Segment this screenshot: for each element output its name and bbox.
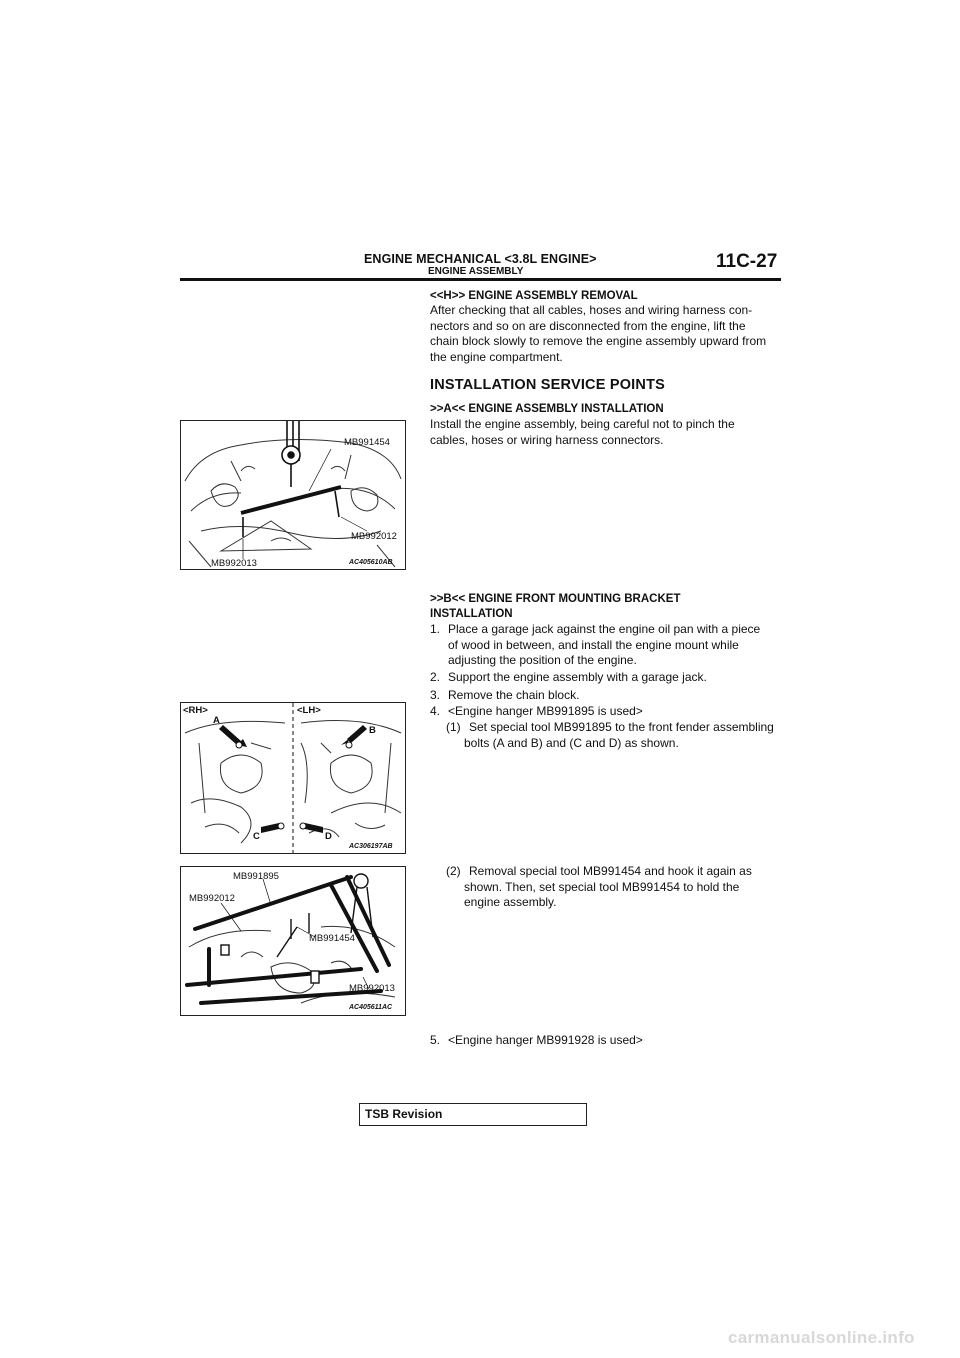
- removal-line: After checking that all cables, hoses and wiring harness con-: [430, 303, 753, 317]
- step-number: 4.: [430, 704, 441, 718]
- step-3: [430, 688, 790, 704]
- substep-1: [446, 720, 786, 751]
- step-number: 2.: [430, 670, 441, 684]
- step-2: [430, 670, 790, 686]
- step-1: [430, 622, 790, 669]
- installation-service-points-heading: INSTALLATION SERVICE POINTS: [430, 377, 665, 393]
- step-line: Place a garage jack against the engine oil pan with a piece: [448, 622, 761, 636]
- figure3-label-mb992012: MB992012: [189, 893, 235, 904]
- figure2-rh-label: <RH>: [183, 705, 208, 716]
- figure1-label-mb991454: MB991454: [344, 437, 390, 448]
- figure-fender-bolts: [180, 702, 406, 854]
- figure-engine-hoist: [180, 420, 406, 570]
- install-a-line: Install the engine assembly, being careful not to pinch the: [430, 417, 735, 431]
- step-number: 1.: [430, 622, 441, 636]
- page-number: 11C-27: [716, 251, 778, 272]
- figure1-label-mb992012: MB992012: [351, 531, 397, 542]
- removal-line: chain block slowly to remove the engine assembly upward from: [430, 334, 767, 349]
- substep-number: (2): [446, 864, 461, 878]
- install-a-line: cables, hoses or wiring harness connectors.: [430, 432, 664, 447]
- substep-line: bolts (A and B) and (C and D) as shown.: [464, 735, 679, 750]
- step-line: <Engine hanger MB991928 is used>: [448, 1033, 643, 1047]
- header-rule: [180, 278, 781, 281]
- step-line: of wood in between, and install the engine mount while: [448, 637, 739, 652]
- install-b-heading-line: >>B<< ENGINE FRONT MOUNTING BRACKET: [430, 593, 681, 605]
- install-a-text: [430, 417, 790, 448]
- step-line: Remove the chain block.: [448, 688, 580, 702]
- substep-2: [446, 864, 786, 911]
- step-line: Support the engine assembly with a garage jack.: [448, 670, 707, 684]
- step-line: <Engine hanger MB991895 is used>: [448, 704, 643, 718]
- install-b-heading: [430, 592, 680, 622]
- figure1-label-mb992013: MB992013: [211, 558, 257, 569]
- removal-line: nectors and so on are disconnected from the engine, lift the: [430, 318, 746, 333]
- watermark: carmanualsonline.info: [728, 1328, 915, 1347]
- figure2-letter-b: B: [369, 725, 376, 736]
- figure1-code: AC405610AB: [349, 559, 393, 566]
- tsb-revision-label: TSB Revision: [365, 1107, 443, 1121]
- step-number: 5.: [430, 1033, 441, 1047]
- figure3-label-mb991895: MB991895: [233, 871, 279, 882]
- figure2-lh-label: <LH>: [297, 705, 321, 716]
- substep-number: (1): [446, 720, 461, 734]
- step-5: [430, 1033, 790, 1049]
- removal-text: [430, 303, 790, 365]
- figure2-code: AC306197AB: [349, 843, 393, 850]
- header-subtitle: ENGINE ASSEMBLY: [428, 266, 524, 277]
- header-title: ENGINE MECHANICAL <3.8L ENGINE>: [364, 252, 597, 266]
- install-b-heading-line: INSTALLATION: [430, 608, 513, 620]
- figure3-label-mb991454: MB991454: [309, 933, 355, 944]
- tsb-revision-box: [359, 1103, 587, 1126]
- substep-line: shown. Then, set special tool MB991454 to hold the: [464, 879, 740, 894]
- install-a-heading: >>A<< ENGINE ASSEMBLY INSTALLATION: [430, 403, 664, 415]
- figure2-letter-a: A: [213, 715, 220, 726]
- substep-line: Set special tool MB991895 to the front fender assembling: [469, 720, 774, 734]
- removal-heading: <<H>> ENGINE ASSEMBLY REMOVAL: [430, 290, 638, 302]
- figure3-label-mb992013: MB992013: [349, 983, 395, 994]
- figure3-code: AC405611AC: [349, 1004, 393, 1011]
- figure-engine-hanger: [180, 866, 406, 1016]
- step-number: 3.: [430, 688, 441, 702]
- step-4: [430, 704, 790, 720]
- substep-line: engine assembly.: [464, 895, 557, 910]
- step-line: adjusting the position of the engine.: [448, 653, 637, 668]
- substep-line: Removal special tool MB991454 and hook it again as: [469, 864, 752, 878]
- removal-line: the engine compartment.: [430, 349, 563, 364]
- figure2-letter-d: D: [325, 831, 332, 842]
- figure2-letter-c: C: [253, 831, 260, 842]
